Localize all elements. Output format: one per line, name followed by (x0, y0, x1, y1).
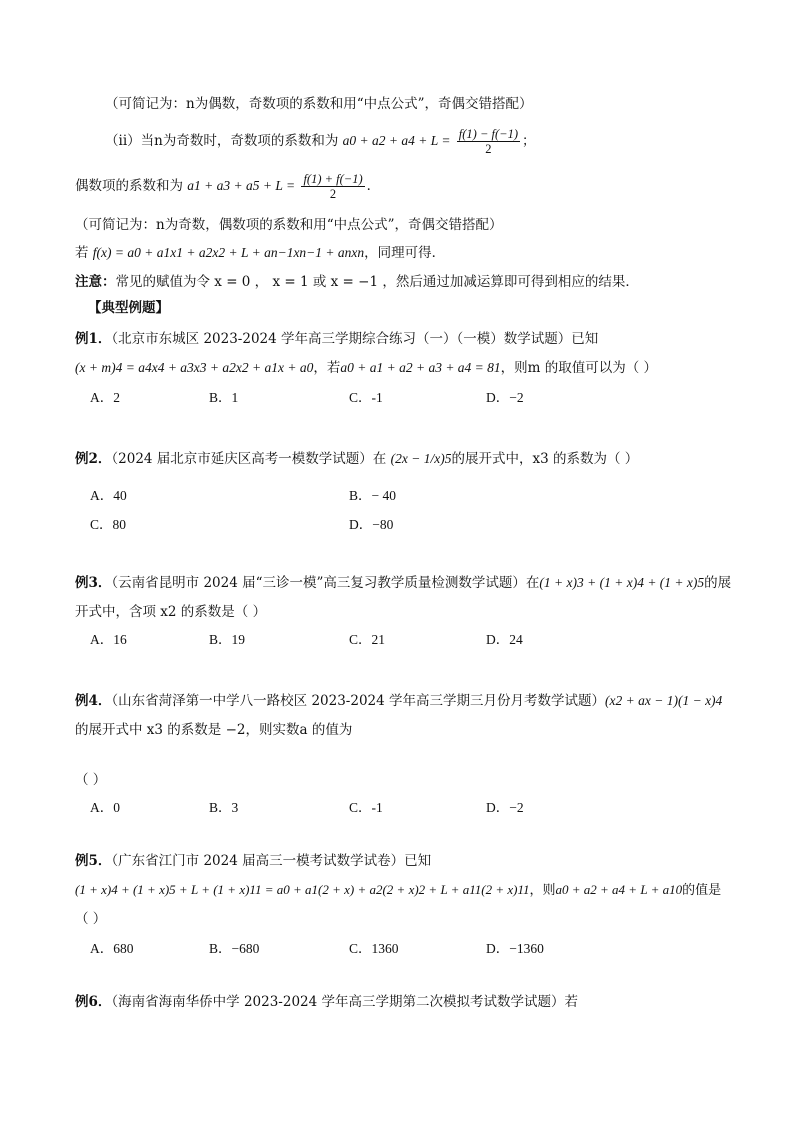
example-5-target-sum: a0 + a2 + a4 + L + a10 (555, 882, 683, 897)
general-polynomial: f(x) = a0 + a1x1 + a2x2 + L + an−1xn−1 + anxn (92, 245, 365, 260)
example-1-header (75, 330, 598, 348)
example-2-binomial: (2x − 1/x)5 (390, 451, 452, 466)
example-5-option-a[interactable]: A．680 (90, 941, 134, 956)
example-5-option-c[interactable]: C．1360 (349, 941, 399, 956)
note-line-even-sum (75, 172, 380, 201)
example-5-answer-blank: （ ） (75, 911, 107, 927)
odd-sum-numerator: f(1) − f(−1) (458, 127, 518, 141)
example-4-header (75, 692, 722, 710)
note-odd-prefix: （ii）当 (105, 133, 155, 149)
example-1-expansion: (x + m)4 = a4x4 + a3x3 + a2x2 + a1x + a0 (75, 360, 314, 375)
even-sum-denominator: 2 (329, 187, 337, 201)
example-5-equation (75, 881, 721, 900)
example-2-option-a[interactable]: A．40 (90, 488, 127, 503)
example-2-header (75, 450, 638, 468)
example-4-label: 例4． (75, 693, 112, 709)
example-2-option-b[interactable]: B．− 40 (349, 488, 396, 503)
example-1-option-d[interactable]: D．−2 (486, 390, 524, 405)
example-5-option-b[interactable]: B．−680 (209, 941, 260, 956)
example-1-connector: ，若 (313, 360, 341, 376)
example-3-header (75, 574, 731, 592)
example-1-question: ，则m 的取值可以为（ ） (500, 360, 658, 376)
odd-sum-fraction (457, 127, 520, 156)
example-5-source: （广东省江门市 2024 届高三一模考试数学试卷）已知 (111, 853, 432, 869)
odd-sum-denominator: 2 (485, 142, 492, 156)
example-4-question: 的展开式中 x3 的系数是 −2，则实数a 的值为 (75, 722, 353, 738)
example-3-question: 开式中，含项 x2 的系数是（ ） (75, 604, 267, 620)
example-3-option-b[interactable]: B．19 (209, 632, 246, 647)
note-even-end: ． (366, 178, 381, 194)
example-2-label: 例2． (75, 451, 112, 467)
example-4-option-d[interactable]: D．−2 (486, 800, 524, 815)
example-6-label: 例6． (75, 994, 112, 1010)
example-3-tail: 的展 (704, 575, 732, 591)
example-3-source: （云南省昆明市 2024 届“三诊一模”高三复习教学质量检测数学试题）在 (111, 575, 540, 591)
example-5-connector: ，则 (529, 883, 556, 898)
note-odd-end: ； (522, 133, 536, 149)
example-5-option-d[interactable]: D．−1360 (486, 941, 544, 956)
note-attention (75, 273, 639, 291)
example-2-question: 的展开式中，x3 的系数为（ ） (451, 451, 639, 467)
example-5-label: 例5． (75, 853, 112, 869)
example-1-option-b[interactable]: B．1 (209, 390, 239, 405)
example-4-option-c[interactable]: C．-1 (349, 800, 383, 815)
example-2-source: （2024 届北京市延庆区高考一模数学试题）在 (111, 451, 387, 467)
even-sum-fraction (301, 172, 364, 201)
example-1-option-c[interactable]: C．-1 (349, 390, 383, 405)
attention-text: 常见的赋值为令 x = 0 ， x = 1 或 x = −1 ，然后通过加减运算即可得到相应的结果． (115, 274, 639, 290)
note-general-prefix: 若 (75, 245, 89, 261)
example-3-option-d[interactable]: D．24 (486, 632, 523, 647)
note-general-suffix: ，同理可得． (364, 245, 446, 261)
example-1-condition: a0 + a1 + a2 + a3 + a4 = 81 (340, 360, 501, 375)
odd-sum-expression: a0 + a2 + a4 + L = (342, 133, 451, 148)
note-odd-text: n为奇数时，奇数项的系数和为 (154, 133, 339, 149)
example-6-source: （海南省海南华侨中学 2023-2024 学年高三学期第二次模拟考试数学试题）若 (111, 994, 579, 1010)
note-line-general (75, 244, 445, 262)
example-4-answer-blank: （ ） (75, 772, 107, 788)
example-4-option-b[interactable]: B．3 (209, 800, 239, 815)
example-3-option-c[interactable]: C．21 (349, 632, 386, 647)
example-2-option-c[interactable]: C．80 (90, 517, 127, 532)
example-1-source: （北京市东城区 2023-2024 学年高三学期综合练习（一）（一模）数学试题）已知 (111, 331, 599, 347)
example-4-option-a[interactable]: A．0 (90, 800, 120, 815)
example-1-label: 例1． (75, 331, 112, 347)
example-1-option-a[interactable]: A．2 (90, 390, 120, 405)
example-5-header (75, 852, 431, 870)
even-sum-numerator: f(1) + f(−1) (303, 172, 363, 186)
example-4-source: （山东省菏泽第一中学八一路校区 2023-2024 学年高三学期三月份月考数学试题） (111, 693, 606, 709)
attention-label: 注意： (75, 274, 116, 290)
note-even-prefix: 偶数项的系数和为 (75, 178, 183, 194)
example-5-identity: (1 + x)4 + (1 + x)5 + L + (1 + x)11 = a0 + a1(2 + x) + a2(2 + x)2 + L + a11(2 + x)11 (75, 882, 530, 897)
section-title: 【典型例题】 (88, 300, 169, 316)
note-line-odd: （可简记为：n为奇数，偶数项的系数和用“中点公式”，奇偶交错搭配） (75, 217, 503, 233)
example-3-sum: (1 + x)3 + (1 + x)4 + (1 + x)5 (539, 575, 705, 590)
example-4-product: (x2 + ax − 1)(1 − x)4 (605, 693, 723, 708)
example-5-question: 的值是 (682, 883, 722, 898)
even-sum-expression: a1 + a3 + a5 + L = (187, 178, 296, 193)
example-6-header (75, 993, 578, 1011)
example-3-option-a[interactable]: A．16 (90, 632, 127, 647)
example-3-label: 例3． (75, 575, 112, 591)
note-line-odd-case (105, 127, 536, 156)
example-2-option-d[interactable]: D．−80 (349, 517, 394, 532)
note-line-even: （可简记为：n为偶数，奇数项的系数和用“中点公式”，奇偶交错搭配） (105, 96, 533, 112)
example-1-equation (75, 359, 657, 377)
